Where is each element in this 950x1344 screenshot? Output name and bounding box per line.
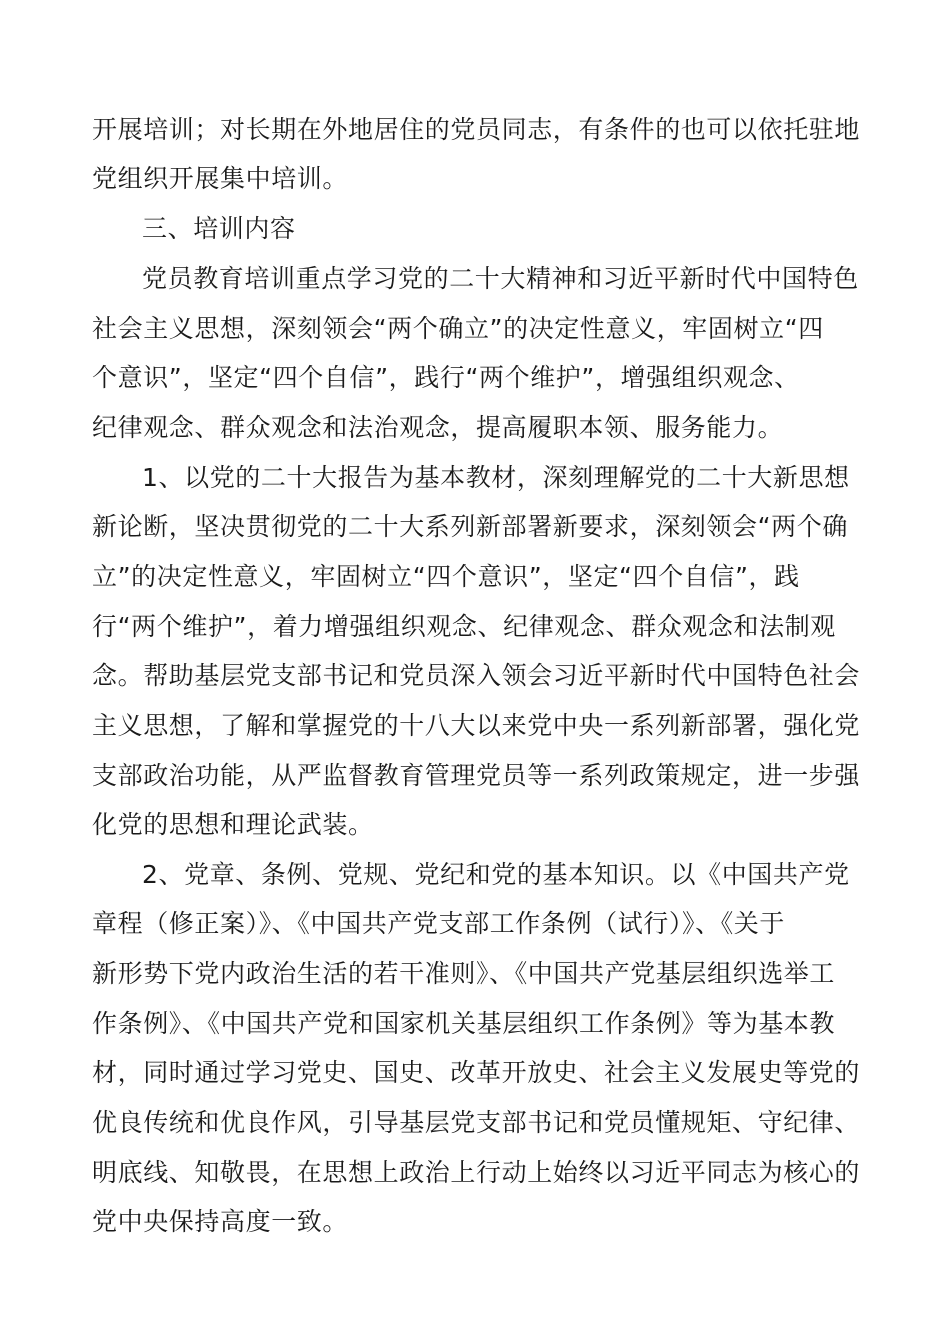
text-line: 作条例》、《中国共产党和国家机关基层组织工作条例》等为基本教 bbox=[92, 1009, 836, 1038]
text-line: 社会主义思想，深刻领会“两个确立”的决定性意义，牢固树立“四 bbox=[92, 314, 824, 343]
section-heading: 三、培训内容 bbox=[142, 214, 296, 243]
text-line: 章程（修正案）》、《中国共产党支部工作条例（试行）》、《关于 bbox=[92, 909, 786, 938]
text-line: 新形势下党内政治生活的若干准则》、《中国共产党基层组织选举工 bbox=[92, 959, 836, 988]
text-line: 党组织开展集中培训。 bbox=[92, 164, 349, 193]
text-line: 优良传统和优良作风，引导基层党支部书记和党员懂规矩、守纪律、 bbox=[92, 1108, 861, 1137]
text-line: 党中央保持高度一致。 bbox=[92, 1207, 349, 1236]
text-line: 纪律观念、群众观念和法治观念，提高履职本领、服务能力。 bbox=[92, 413, 784, 442]
text-line: 新论断，坚决贯彻党的二十大系列新部署新要求，深刻领会“两个确 bbox=[92, 512, 848, 541]
paragraph-first-line: 2、党章、条例、党规、党纪和党的基本知识。以《中国共产党 bbox=[142, 860, 850, 889]
text-line: 行“两个维护”，着力增强组织观念、纪律观念、群众观念和法制观 bbox=[92, 612, 836, 641]
paragraph-first-line: 党员教育培训重点学习党的二十大精神和习近平新时代中国特色 bbox=[142, 264, 859, 293]
text-line: 支部政治功能，从严监督教育管理党员等一系列政策规定，进一步强 bbox=[92, 761, 861, 790]
text-line: 立”的决定性意义，牢固树立“四个意识”，坚定“四个自信”，践 bbox=[92, 562, 800, 591]
text-line: 明底线、知敬畏，在思想上政治上行动上始终以习近平同志为核心的 bbox=[92, 1158, 861, 1187]
text-line: 化党的思想和理论武装。 bbox=[92, 810, 374, 839]
text-line: 开展培训；对长期在外地居住的党员同志，有条件的也可以依托驻地 bbox=[92, 115, 861, 144]
text-line: 念。帮助基层党支部书记和党员深入领会习近平新时代中国特色社会 bbox=[92, 661, 861, 690]
text-line: 主义思想，了解和掌握党的十八大以来党中央一系列新部署，强化党 bbox=[92, 711, 861, 740]
paragraph-first-line: 1、以党的二十大报告为基本教材，深刻理解党的二十大新思想 bbox=[142, 463, 850, 492]
text-line: 个意识”，坚定“四个自信”，践行“两个维护”，增强组织观念、 bbox=[92, 363, 800, 392]
text-line: 材，同时通过学习党史、国史、改革开放史、社会主义发展史等党的 bbox=[92, 1058, 861, 1087]
